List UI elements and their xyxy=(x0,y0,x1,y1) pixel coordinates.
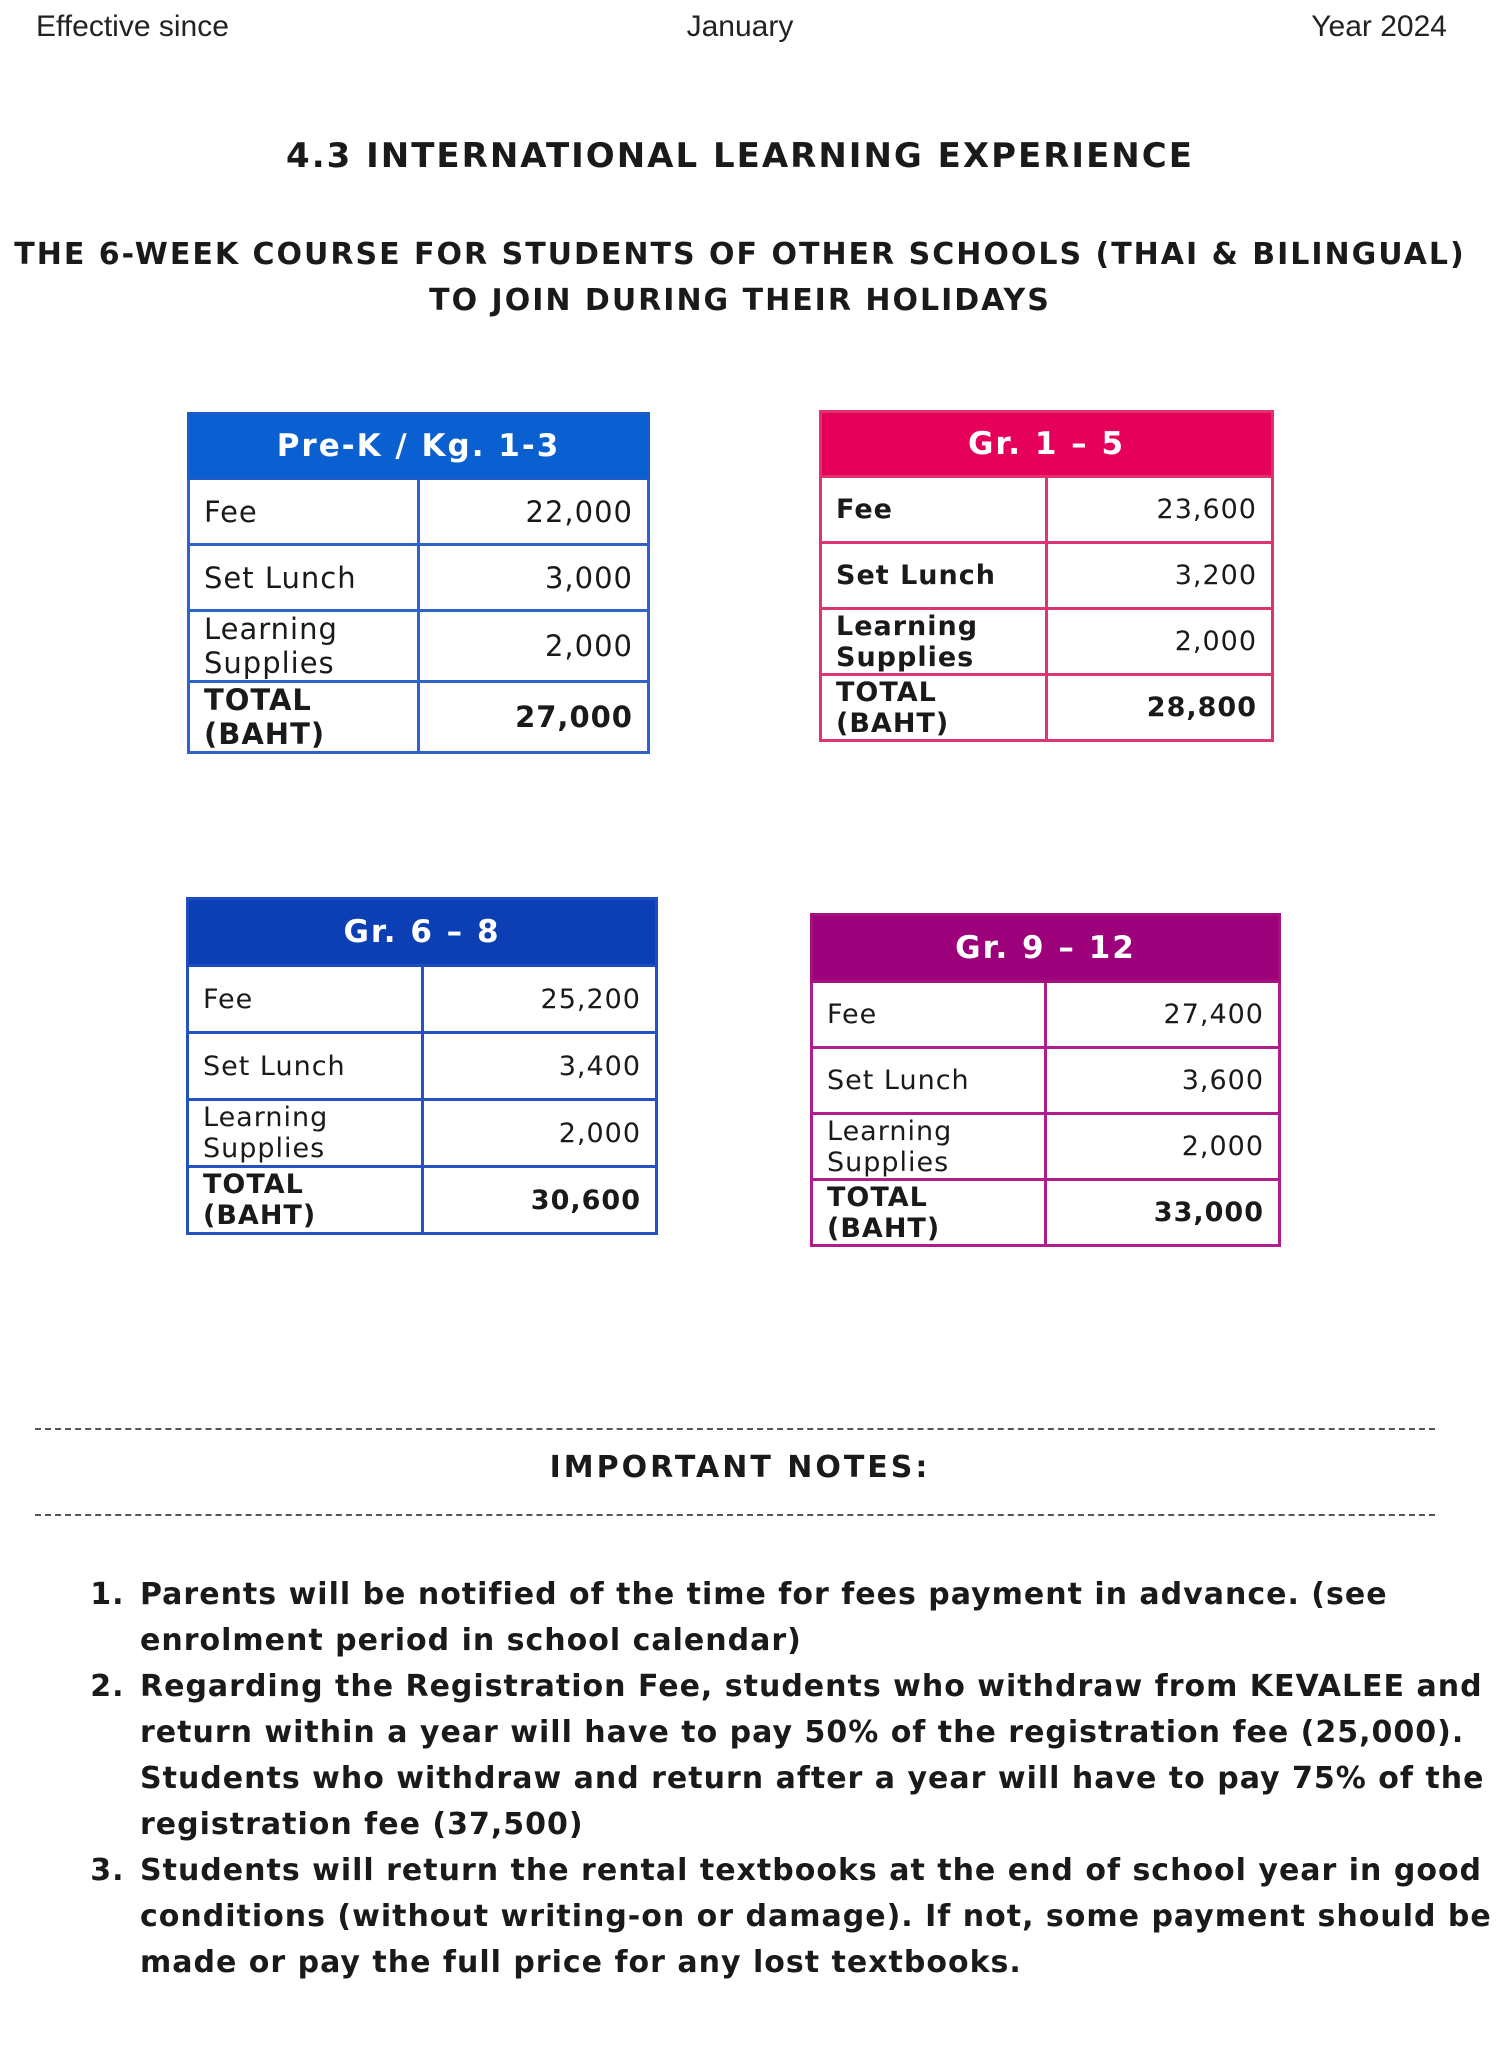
row-label: Set Lunch xyxy=(189,545,419,611)
row-amount: 3,200 xyxy=(1047,543,1273,609)
table-title: Gr. 6 – 8 xyxy=(188,899,657,966)
header-year: Year 2024 xyxy=(1311,10,1447,43)
total-amount: 28,800 xyxy=(1047,675,1273,741)
table-row xyxy=(812,1114,1280,1180)
table-row xyxy=(188,1100,657,1167)
fee-table-gr-9-12 xyxy=(810,913,1281,1247)
table-row xyxy=(189,479,649,545)
fee-table-gr-6-8 xyxy=(186,897,658,1235)
section-title: 4.3 INTERNATIONAL LEARNING EXPERIENCE xyxy=(286,136,1194,176)
header-month: January xyxy=(686,10,794,43)
row-amount: 25,200 xyxy=(422,966,657,1033)
row-amount: 23,600 xyxy=(1047,477,1273,543)
table-title: Gr. 9 – 12 xyxy=(812,915,1280,982)
table-total-row xyxy=(189,682,649,753)
total-label: TOTAL (BAHT) xyxy=(821,675,1047,741)
row-label: Learning Supplies xyxy=(812,1114,1046,1180)
table-row xyxy=(189,545,649,611)
total-label: TOTAL (BAHT) xyxy=(189,682,419,753)
row-amount: 3,600 xyxy=(1046,1048,1280,1114)
row-amount: 22,000 xyxy=(419,479,649,545)
subtitle-line-1: THE 6-WEEK COURSE FOR STUDENTS OF OTHER SCHOOLS (THAI & BILINGUAL) xyxy=(14,237,1466,272)
total-amount: 27,000 xyxy=(419,682,649,753)
row-label: Set Lunch xyxy=(821,543,1047,609)
row-label: Learning Supplies xyxy=(188,1100,423,1167)
fee-table-gr-1-5 xyxy=(819,410,1274,742)
note-item: 2. Regarding the Registration Fee, students who withdraw from KEVALEE and return within a year will have to pay 50% of the registration fee (25,000). Students who withdraw and return after a year will have to pay 75% of the registration fee (37,500) xyxy=(136,1664,1496,1848)
table-row xyxy=(812,982,1280,1048)
table-title: Gr. 1 – 5 xyxy=(821,412,1273,477)
table-total-row xyxy=(821,675,1273,741)
subtitle-line-2: TO JOIN DURING THEIR HOLIDAYS xyxy=(429,283,1051,318)
table-row xyxy=(188,1033,657,1100)
fee-table-prek-kg xyxy=(187,412,650,754)
table-total-row xyxy=(188,1167,657,1234)
dashed-divider-bottom xyxy=(35,1514,1435,1516)
total-label: TOTAL (BAHT) xyxy=(812,1180,1046,1246)
row-label: Fee xyxy=(188,966,423,1033)
table-row xyxy=(821,477,1273,543)
row-amount: 27,400 xyxy=(1046,982,1280,1048)
notes-list xyxy=(84,1572,1496,1986)
table-row xyxy=(189,611,649,682)
table-title: Pre-K / Kg. 1-3 xyxy=(189,414,649,479)
total-amount: 30,600 xyxy=(422,1167,657,1234)
table-row xyxy=(812,1048,1280,1114)
row-label: Learning Supplies xyxy=(821,609,1047,675)
table-row xyxy=(821,609,1273,675)
table-total-row xyxy=(812,1180,1280,1246)
dashed-divider-top xyxy=(35,1428,1435,1430)
course-subtitle xyxy=(0,232,1480,324)
note-item: 3. Students will return the rental textbooks at the end of school year in good conditions (without writing-on or damage). If not, some payment should be made or pay the full price for any lost textbooks. xyxy=(136,1848,1496,1986)
row-amount: 2,000 xyxy=(1047,609,1273,675)
row-amount: 2,000 xyxy=(422,1100,657,1167)
row-amount: 3,000 xyxy=(419,545,649,611)
note-item: 1. Parents will be notified of the time for fees payment in advance. (see enrolment period in school calendar) xyxy=(136,1572,1496,1664)
row-label: Set Lunch xyxy=(812,1048,1046,1114)
row-label: Fee xyxy=(189,479,419,545)
row-label: Set Lunch xyxy=(188,1033,423,1100)
table-row xyxy=(188,966,657,1033)
total-amount: 33,000 xyxy=(1046,1180,1280,1246)
header-effective-since: Effective since xyxy=(36,10,229,43)
row-label: Fee xyxy=(821,477,1047,543)
row-amount: 2,000 xyxy=(1046,1114,1280,1180)
row-amount: 3,400 xyxy=(422,1033,657,1100)
total-label: TOTAL (BAHT) xyxy=(188,1167,423,1234)
row-label: Learning Supplies xyxy=(189,611,419,682)
row-label: Fee xyxy=(812,982,1046,1048)
table-row xyxy=(821,543,1273,609)
row-amount: 2,000 xyxy=(419,611,649,682)
notes-title: IMPORTANT NOTES: xyxy=(549,1450,931,1485)
